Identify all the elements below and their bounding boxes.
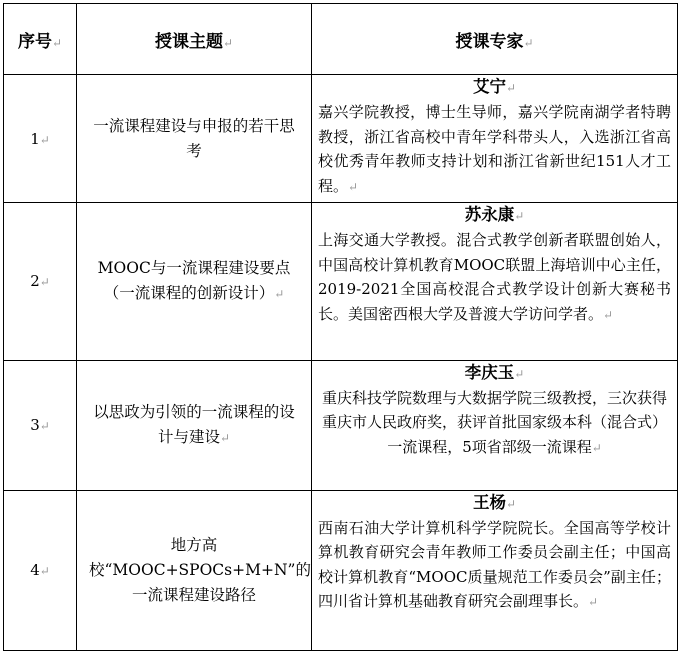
expert-desc: 重庆科技学院数理与大数据学院三级教授，三次获得重庆市人民政府奖，获评首批国家级本科（混合式）一流课程，5项省部级一流课程↵ bbox=[321, 388, 667, 456]
row-topic: 以思政为引领的一流课程的设计与建设↵ bbox=[77, 360, 312, 490]
table-header-row bbox=[4, 4, 678, 75]
row-expert bbox=[312, 203, 678, 360]
expert-name: 王杨↵ bbox=[472, 492, 517, 512]
row-num: 2↵ bbox=[4, 203, 77, 360]
row-expert bbox=[312, 360, 678, 490]
row-topic: MOOC与一流课程建设要点（一流课程的创新设计）↵ bbox=[77, 203, 312, 360]
expert-name: 李庆玉↵ bbox=[464, 362, 525, 382]
course-table bbox=[3, 3, 678, 651]
expert-name: 苏永康↵ bbox=[464, 205, 525, 225]
table-row bbox=[4, 75, 678, 203]
header-num: 序号↵ bbox=[4, 4, 77, 75]
row-expert bbox=[312, 490, 678, 650]
row-topic: 一流课程建设与申报的若干思考 bbox=[77, 75, 312, 203]
table-row bbox=[4, 360, 678, 490]
row-expert bbox=[312, 75, 678, 203]
row-num: 1↵ bbox=[4, 75, 77, 203]
expert-name: 艾宁↵ bbox=[472, 77, 517, 97]
row-num: 3↵ bbox=[4, 360, 77, 490]
expert-desc: 嘉兴学院教授，博士生导师，嘉兴学院南湖学者特聘教授，浙江省高校中青年学科带头人，入选浙江省高校优秀青年教师支持计划和浙江省新世纪151人才工程。↵ bbox=[318, 103, 671, 195]
expert-desc: 上海交通大学教授。混合式教学创新者联盟创始人，中国高校计算机教育MOOC联盟上海培训中心主任，2019-2021全国高校混合式教学设计创新大赛秘书长。美国密西根大学及普渡大学访问学者。↵ bbox=[318, 231, 671, 323]
table-row bbox=[4, 203, 678, 360]
header-topic: 授课主题↵ bbox=[77, 4, 312, 75]
table-row bbox=[4, 490, 678, 650]
header-expert: 授课专家↵ bbox=[312, 4, 678, 75]
expert-desc: 西南石油大学计算机科学学院院长。全国高等学校计算机教育研究会青年教师工作委员会副主任；中国高校计算机教育“MOOC质量规范工作委员会”副主任；四川省计算机基础教育研究会副理事长。↵ bbox=[318, 518, 671, 611]
row-num: 4↵ bbox=[4, 490, 77, 650]
row-topic: 地方高校“MOOC+SPOCs+M+N”的一流课程建设路径 bbox=[77, 490, 312, 650]
